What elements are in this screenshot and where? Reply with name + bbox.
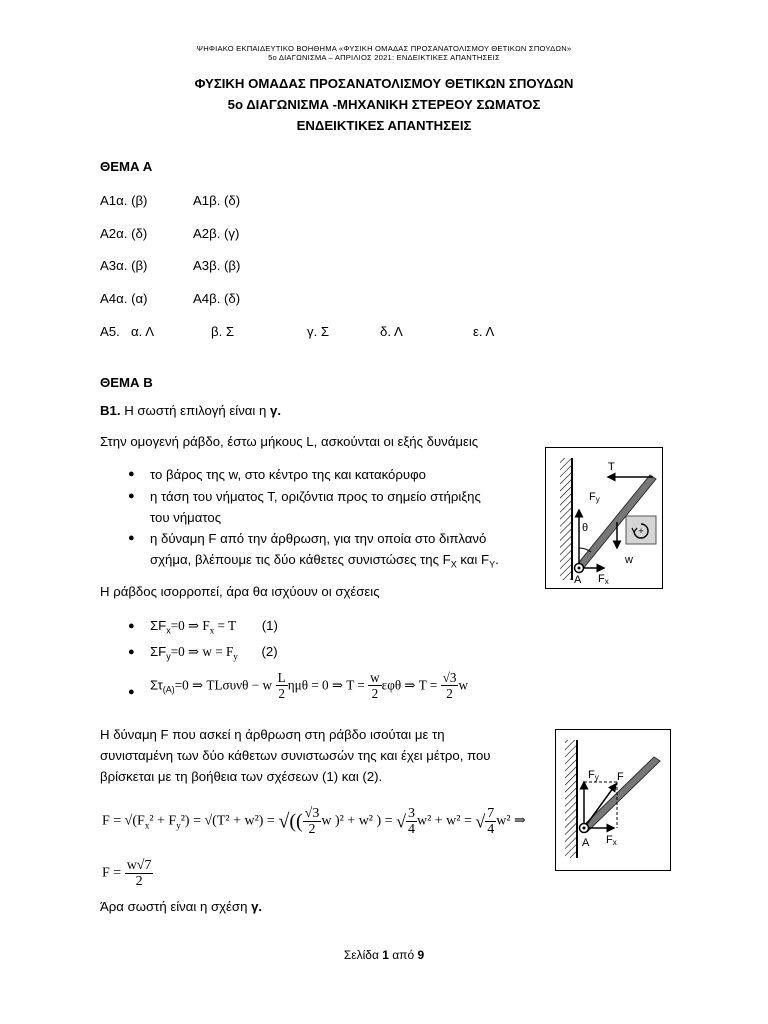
answer-a5-item: ε. Λ [473,324,495,339]
fraction-sqrt3-over-2: $\frac{√3}{2}$ [442,670,457,701]
answer-a1b: Α1β. (δ) [193,193,241,208]
theme-b-heading: ΘΕΜΑ Β [100,375,153,390]
header-line-1: ΨΗΦΙΑΚΟ ΕΚΠΑΙΔΕΥΤΙΚΟ ΒΟΗΘΗΜΑ «ΦΥΣΙΚΗ ΟΜΑΔΑΣ ΠΡΟΣΑΝΑΤΟΛΙΣΜΟΥ ΘΕΤΙΚΩΝ ΣΠΟΥΔΩΝ» [196,44,572,53]
title-line-3: ΕΝΔΕΙΚΤΙΚΕΣ ΑΠΑΝΤΗΣΕΙΣ [296,118,472,133]
label-fx: Fx [606,834,617,847]
fraction-w-sqrt7-over-2: $\frac{w√7}{2}$ [126,858,152,889]
bullet-tension-line2: του νήματος [150,510,222,525]
answer-a4b: Α4β. (δ) [193,291,241,306]
svg-text:+: + [638,526,644,536]
bullet-tension-line1: η τάση του νήματος Τ, οριζόντια προς το σημείο στήριξης [150,489,481,504]
bullet-dot: ● [128,490,135,502]
fraction-w-over-2: $\frac{w}{2}$ [370,670,380,701]
b1-statement [100,403,281,419]
label-f: F [617,771,624,783]
bullet-dot: ● [128,686,135,698]
label-fx: Fx [598,573,609,586]
title-line-1: ΦΥΣΙΚΗ ΟΜΑΔΑΣ ΠΡΟΣΑΝΑΤΟΛΙΣΜΟΥ ΘΕΤΙΚΩΝ ΣΠΟΥΔΩΝ [194,76,574,91]
fraction-7-over-4: $\frac{7}{4}$ [487,806,495,837]
page-total: 9 [417,948,425,962]
page-number: 1 [382,948,389,962]
b1-choice: γ. [270,403,282,418]
formula-result: F = $\frac{w√7}{2}$ [102,858,152,889]
bullet-dot: ● [128,532,135,544]
bullet-dot: ● [128,620,135,632]
label-a: A [582,837,590,849]
label-fy: Fy [588,769,599,782]
bullet-weight: το βάρος της w, στο κέντρο της και κατακόρυφο [150,467,426,482]
header-line-2: 5ο ΔΙΑΓΩΝΙΣΜΑ – ΑΠΡΙΛΙΟΣ 2021: ΕΝΔΕΙΚΤΙΚΕΣ ΑΠΑΝΤΗΣΕΙΣ [268,53,500,62]
answer-a2b: Α2β. (γ) [193,226,240,241]
answer-a3b: Α3β. (β) [193,258,241,273]
wall-hatch [565,740,577,858]
answer-a2a: Α2α. (δ) [100,226,148,241]
paragraph-resultant-line3: βρίσκεται με τη βοήθεια των σχέσεων (1) και (2). [100,769,383,784]
label-w: w [625,554,633,566]
b1-text: Η σωστή επιλογή είναι η [120,403,271,418]
equilibrium-text: Η ράβδος ισορροπεί, άρα θα ισχύουν οι σχέσεις [100,584,380,599]
theme-a-heading: ΘΕΜΑ Α [100,159,153,174]
rod-diagram-1 [546,448,662,588]
answer-a5-item: α. Λ [131,324,155,339]
answer-a5-item: γ. Σ [307,324,330,339]
conclusion: Άρα σωστή είναι η σχέση γ. [100,899,263,914]
b1-label: Β1. [100,403,121,418]
answer-a4a: Α4α. (α) [100,291,148,306]
label-a: A [574,574,582,586]
hinge-center [578,567,581,570]
equation-3: $\Sigma\tau_{(A)}=0$ ⇒ TLσυνθ − w $\frac{L}{2}$ ημθ = 0 ⇒ T = $\frac{w}{2}$ εφθ ⇒ T = $\frac{√3}{2}$ w [150,670,469,701]
paragraph-resultant-line2: συνισταμένη των δύο κάθετων συνιστωσών της και έχει μέτρο, που [100,748,491,763]
label-theta: θ [582,522,589,534]
answer-a5-label: Α5. [100,324,120,339]
title-line-2: 5ο ΔΙΑΓΩΝΙΣΜΑ -ΜΗΧΑΝΙΚΗ ΣΤΕΡΕΟΥ ΣΩΜΑΤΟΣ [227,97,541,112]
label-t: T [608,461,615,473]
equation-number: (1) [261,618,278,633]
answer-a5-item: β. Σ [211,324,235,339]
answer-a1a: Α1α. (β) [100,193,148,208]
figure-resultant-force [555,729,671,871]
figure-rod-forces [545,447,663,589]
answer-a3a: Α3α. (β) [100,258,148,273]
answer-a5-item: δ. Λ [380,324,403,339]
fraction-l-over-2: $\frac{L}{2}$ [277,670,286,701]
b1-intro: Στην ομογενή ράβδο, έστω μήκους L, ασκούνται οι εξής δυνάμεις [100,434,479,449]
bullet-dot: ● [128,468,135,480]
formula-resultant: $F = √(F_x^2 + F_y^2) = √(T^2 + w^2)$ = √(( $\frac{√3}{2}$ w )² + w² ) = √ $\frac{3}{4}$ w² + w² = √ $\frac{7}{4}$ w² ⇒ [102,806,526,837]
page-footer: Σελίδα 1 από 9 [343,948,425,962]
wall-hatch [560,458,572,580]
equation-1: $\Sigma F_x=0$ ⇒ $F_x = T$ (1) [150,618,278,636]
fraction-3-over-4: $\frac{3}{4}$ [407,806,415,837]
label-fy: Fy [589,491,600,504]
hinge-center [583,827,586,830]
equation-2: $\Sigma F_y=0$ ⇒ $w = F_y$ (2) [150,644,278,662]
paragraph-resultant-line1: Η δύναμη F που ασκεί η άρθρωση στη ράβδο ισούται με τη [100,727,445,742]
bullet-hinge-line2: σχήμα, βλέπουμε τις δύο κάθετες συνιστώσες της $F_X$ και $F_Y$. [150,552,499,570]
equation-number: (2) [261,644,278,659]
rod-diagram-2 [556,730,670,870]
fraction-sqrt3-over-2: $\frac{√3}{2}$ [304,806,320,837]
bullet-dot: ● [128,646,135,658]
bullet-hinge-line1: η δύναμη F από την άρθρωση, για την οποία στο διπλανό [150,531,487,546]
